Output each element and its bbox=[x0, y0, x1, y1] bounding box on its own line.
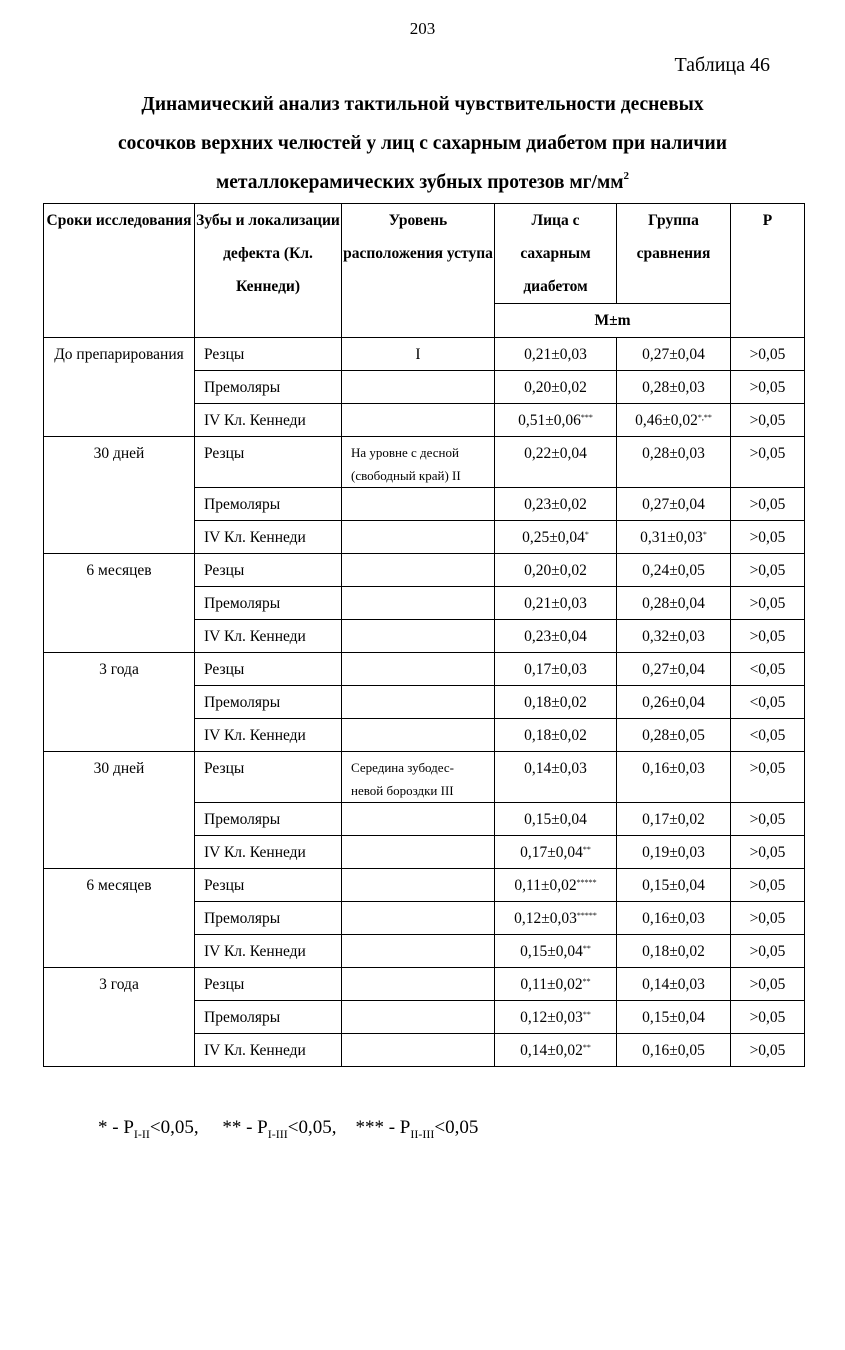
cell-diabetes: 0,15±0,04** bbox=[495, 935, 617, 968]
cell-level bbox=[342, 587, 495, 620]
cell-p: >0,05 bbox=[731, 935, 805, 968]
cell-diabetes: 0,17±0,03 bbox=[495, 653, 617, 686]
cell-level bbox=[342, 869, 495, 902]
cell-p: >0,05 bbox=[731, 521, 805, 554]
cell-diabetes: 0,12±0,03** bbox=[495, 1001, 617, 1034]
cell-level bbox=[342, 404, 495, 437]
cell-diabetes: 0,17±0,04** bbox=[495, 836, 617, 869]
cell-control: 0,15±0,04 bbox=[617, 869, 731, 902]
cell-p: >0,05 bbox=[731, 968, 805, 1001]
cell-control: 0,24±0,05 bbox=[617, 554, 731, 587]
cell-diabetes: 0,11±0,02** bbox=[495, 968, 617, 1001]
cell-control: 0,17±0,02 bbox=[617, 803, 731, 836]
cell-level: На уровне с десной (свободный край) II bbox=[342, 437, 495, 488]
cell-level bbox=[342, 1034, 495, 1067]
cell-level: Середина зубодес-невой бороздки III bbox=[342, 752, 495, 803]
cell-p: >0,05 bbox=[731, 752, 805, 803]
title-line-1: Динамический анализ тактильной чувствительности десневых bbox=[141, 94, 704, 115]
cell-p: >0,05 bbox=[731, 902, 805, 935]
cell-level bbox=[342, 653, 495, 686]
table-row bbox=[44, 437, 805, 488]
table-row bbox=[44, 869, 805, 902]
cell-p: >0,05 bbox=[731, 836, 805, 869]
cell-term: 6 месяцев bbox=[44, 554, 195, 653]
cell-diabetes: 0,25±0,04* bbox=[495, 521, 617, 554]
cell-control: 0,28±0,03 bbox=[617, 437, 731, 488]
cell-level: I bbox=[342, 338, 495, 371]
cell-control: 0,28±0,05 bbox=[617, 719, 731, 752]
cell-tooth: Резцы bbox=[195, 869, 342, 902]
cell-diabetes: 0,18±0,02 bbox=[495, 686, 617, 719]
cell-diabetes: 0,22±0,04 bbox=[495, 437, 617, 488]
cell-tooth: Премоляры bbox=[195, 1001, 342, 1034]
cell-tooth: Премоляры bbox=[195, 803, 342, 836]
table-row bbox=[44, 653, 805, 686]
cell-level bbox=[342, 803, 495, 836]
cell-diabetes: 0,11±0,02***** bbox=[495, 869, 617, 902]
cell-control: 0,32±0,03 bbox=[617, 620, 731, 653]
cell-term: 3 года bbox=[44, 968, 195, 1067]
cell-tooth: Резцы bbox=[195, 338, 342, 371]
cell-diabetes: 0,14±0,02** bbox=[495, 1034, 617, 1067]
cell-tooth: IV Кл. Кеннеди bbox=[195, 719, 342, 752]
cell-control: 0,27±0,04 bbox=[617, 488, 731, 521]
cell-control: 0,16±0,05 bbox=[617, 1034, 731, 1067]
title-line-3: металлокерамических зубных протезов $мг/мм^2$ bbox=[215, 170, 630, 193]
cell-control: 0,16±0,03 bbox=[617, 902, 731, 935]
cell-p: >0,05 bbox=[731, 587, 805, 620]
cell-diabetes: 0,21±0,03 bbox=[495, 338, 617, 371]
cell-p: <0,05 bbox=[731, 653, 805, 686]
footnote: * - $P_{I-II}<0,05$, ** - $P_{I-III}<0,05$, *** - $P_{II-III}<0,05$ bbox=[98, 1117, 479, 1141]
cell-term: 6 месяцев bbox=[44, 869, 195, 968]
cell-level bbox=[342, 371, 495, 404]
cell-tooth: Резцы bbox=[195, 437, 342, 488]
cell-p: >0,05 bbox=[731, 371, 805, 404]
cell-tooth: Резцы bbox=[195, 968, 342, 1001]
cell-p: >0,05 bbox=[731, 803, 805, 836]
table-row bbox=[44, 752, 805, 803]
cell-diabetes: 0,20±0,02 bbox=[495, 554, 617, 587]
cell-p: <0,05 bbox=[731, 719, 805, 752]
cell-p: >0,05 bbox=[731, 1001, 805, 1034]
header-tooth: Зубы и локализации дефекта (Кл. Кеннеди) bbox=[195, 204, 342, 338]
cell-diabetes: 0,20±0,02 bbox=[495, 371, 617, 404]
cell-tooth: Премоляры bbox=[195, 902, 342, 935]
cell-diabetes: 0,18±0,02 bbox=[495, 719, 617, 752]
cell-level bbox=[342, 719, 495, 752]
cell-tooth: Резцы bbox=[195, 653, 342, 686]
cell-control: 0,27±0,04 bbox=[617, 653, 731, 686]
cell-level bbox=[342, 1001, 495, 1034]
cell-diabetes: 0,23±0,04 bbox=[495, 620, 617, 653]
cell-p: >0,05 bbox=[731, 404, 805, 437]
cell-level bbox=[342, 488, 495, 521]
cell-diabetes: 0,15±0,04 bbox=[495, 803, 617, 836]
header-control: Группа сравнения bbox=[617, 204, 731, 304]
cell-term: 3 года bbox=[44, 653, 195, 752]
cell-level bbox=[342, 686, 495, 719]
cell-tooth: IV Кл. Кеннеди bbox=[195, 521, 342, 554]
cell-p: >0,05 bbox=[731, 869, 805, 902]
cell-tooth: Резцы bbox=[195, 554, 342, 587]
cell-diabetes: 0,14±0,03 bbox=[495, 752, 617, 803]
cell-tooth: Премоляры bbox=[195, 686, 342, 719]
table-title bbox=[40, 85, 805, 202]
cell-level bbox=[342, 836, 495, 869]
cell-tooth: IV Кл. Кеннеди bbox=[195, 620, 342, 653]
data-table bbox=[43, 203, 805, 1067]
title-line-2: сосочков верхних челюстей у лиц с сахарным диабетом при наличии bbox=[118, 133, 727, 154]
cell-level bbox=[342, 935, 495, 968]
table-label: Таблица 46 bbox=[674, 54, 770, 76]
cell-diabetes: 0,23±0,02 bbox=[495, 488, 617, 521]
cell-level bbox=[342, 968, 495, 1001]
cell-control: 0,18±0,02 bbox=[617, 935, 731, 968]
cell-p: <0,05 bbox=[731, 686, 805, 719]
cell-diabetes: 0,51±0,06*** bbox=[495, 404, 617, 437]
table-row bbox=[44, 968, 805, 1001]
header-term: Сроки исследования bbox=[44, 204, 195, 338]
header-mean: M±m bbox=[495, 304, 731, 338]
cell-tooth: IV Кл. Кеннеди bbox=[195, 1034, 342, 1067]
cell-tooth: IV Кл. Кеннеди bbox=[195, 836, 342, 869]
cell-level bbox=[342, 620, 495, 653]
cell-term: 30 дней bbox=[44, 752, 195, 869]
cell-control: 0,27±0,04 bbox=[617, 338, 731, 371]
cell-diabetes: 0,12±0,03***** bbox=[495, 902, 617, 935]
table-row bbox=[44, 338, 805, 371]
cell-control: 0,28±0,03 bbox=[617, 371, 731, 404]
cell-control: 0,46±0,02*,** bbox=[617, 404, 731, 437]
cell-control: 0,15±0,04 bbox=[617, 1001, 731, 1034]
cell-control: 0,16±0,03 bbox=[617, 752, 731, 803]
cell-term: До препарирования bbox=[44, 338, 195, 437]
cell-term: 30 дней bbox=[44, 437, 195, 554]
header-diabetes: Лица с сахарным диабетом bbox=[495, 204, 617, 304]
cell-tooth: Премоляры bbox=[195, 488, 342, 521]
cell-tooth: Премоляры bbox=[195, 371, 342, 404]
cell-control: 0,14±0,03 bbox=[617, 968, 731, 1001]
table-row bbox=[44, 554, 805, 587]
header-p: P bbox=[731, 204, 805, 338]
cell-p: >0,05 bbox=[731, 620, 805, 653]
cell-p: >0,05 bbox=[731, 338, 805, 371]
page-number: 203 bbox=[409, 19, 436, 38]
header-level: Уровень расположения уступа bbox=[342, 204, 495, 338]
cell-tooth: Резцы bbox=[195, 752, 342, 803]
cell-level bbox=[342, 521, 495, 554]
cell-level bbox=[342, 902, 495, 935]
cell-level bbox=[342, 554, 495, 587]
cell-control: 0,26±0,04 bbox=[617, 686, 731, 719]
cell-control: 0,28±0,04 bbox=[617, 587, 731, 620]
cell-p: >0,05 bbox=[731, 488, 805, 521]
cell-p: >0,05 bbox=[731, 1034, 805, 1067]
cell-p: >0,05 bbox=[731, 437, 805, 488]
cell-tooth: IV Кл. Кеннеди bbox=[195, 404, 342, 437]
cell-tooth: IV Кл. Кеннеди bbox=[195, 935, 342, 968]
cell-p: >0,05 bbox=[731, 554, 805, 587]
cell-control: 0,19±0,03 bbox=[617, 836, 731, 869]
cell-control: 0,31±0,03* bbox=[617, 521, 731, 554]
cell-tooth: Премоляры bbox=[195, 587, 342, 620]
cell-diabetes: 0,21±0,03 bbox=[495, 587, 617, 620]
